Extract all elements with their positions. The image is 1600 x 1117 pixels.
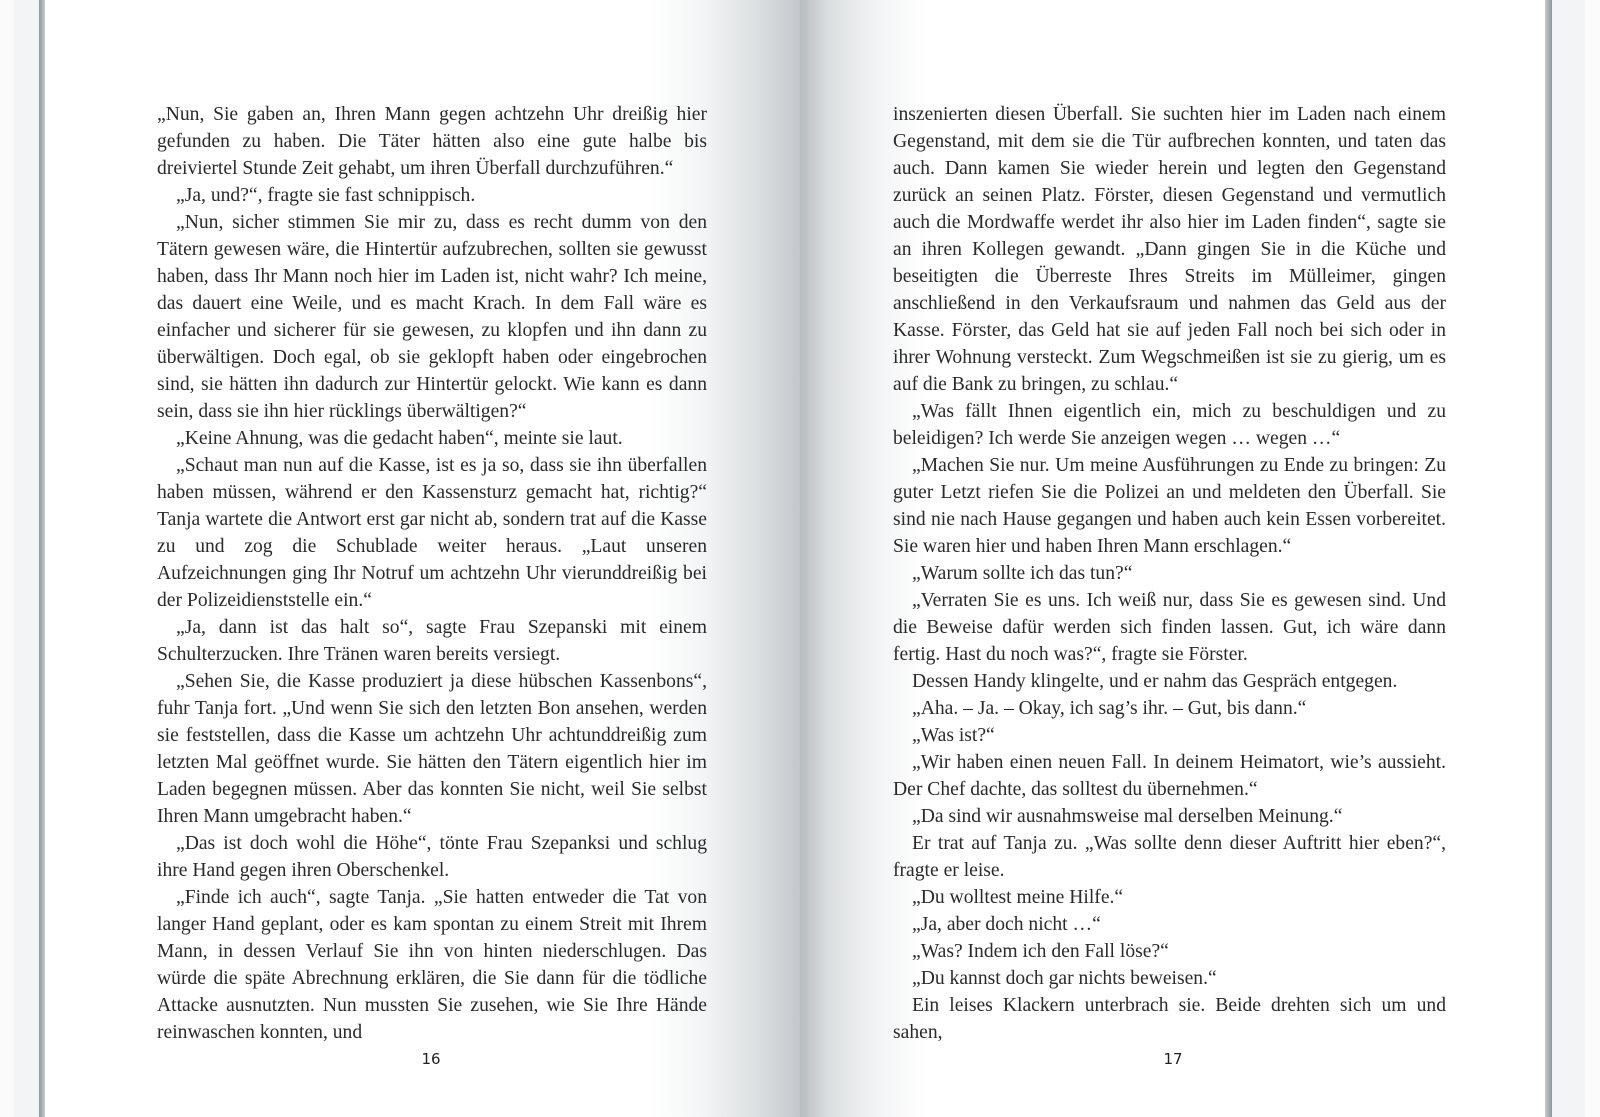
paragraph: „Da sind wir ausnahmsweise mal derselben Meinung.“ (912, 806, 1343, 827)
paragraph: „Was ist?“ (912, 725, 995, 746)
paragraph: „Aha. – Ja. – Okay, ich sag’s ihr. – Gut, bis dann.“ (912, 698, 1307, 719)
paragraph: „Finde ich auch“, sagte Tanja. „Sie hatten entweder die Tat von langer Hand geplant, oder es kam spontan zu einem Streit mit Ihrem Mann, in dessen Verlauf Sie ihn von hinten niederschlugen. Das würde die späte Abrechnung erklären, die Sie dann für die tödliche Attacke ausnutzten. Nun mussten Sie zusehen, wie Sie Ihre Hände reinwaschen konnten, und (157, 887, 707, 1043)
page-number: 17 (1163, 1050, 1183, 1068)
paragraph: „Das ist doch wohl die Höhe“, tönte Frau Szepanksi und schlug ihre Hand gegen ihren Oberschenkel. (157, 833, 707, 881)
paragraph: „Warum sollte ich das tun?“ (912, 563, 1133, 584)
paragraph: „Wir haben einen neuen Fall. In deinem Heimatort, wie’s aussieht. Der Chef dachte, das solltest du übernehmen.“ (893, 752, 1446, 800)
book-spine-edge-right (1545, 0, 1552, 1117)
page-number: 16 (421, 1050, 441, 1068)
paragraph: Ein leises Klackern unterbrach sie. Beide drehten sich um und sahen, (893, 995, 1446, 1043)
book-outer-edge-left (0, 0, 14, 1117)
paragraph: „Du kannst doch gar nichts beweisen.“ (912, 968, 1217, 989)
paragraph: „Was fällt Ihnen eigentlich ein, mich zu beschuldigen und zu beleidigen? Ich werde Sie anzeigen wegen … wegen …“ (893, 401, 1446, 449)
paragraph: „Verraten Sie es uns. Ich weiß nur, dass Sie es gewesen sind. Und die Beweise dafür werden sich finden lassen. Gut, ich wäre dann fertig. Hast du noch was?“, fragte sie Förster. (893, 590, 1446, 665)
paragraph: inszenierten diesen Überfall. Sie suchten hier im Laden nach einem Gegenstand, mit dem sie die Tür aufbrechen konnten, und taten das auch. Dann kamen Sie wieder herein und legten den Gegenstand zurück an seinen Platz. Förster, diesen Gegenstand und vermutlich auch die Mordwaffe werdet ihr also hier im Laden finden“, sagte sie an ihren Kollegen gewandt. „Dann gingen Sie in die Küche und beseitigten die Überreste Ihres Streits im Mülleimer, gingen anschließend in den Verkaufsraum und nahmen das Geld aus der Kasse. Förster, das Geld hat sie auf jeden Fall noch bei sich oder in ihrer Wohnung versteckt. Zum Wegschmeißen ist sie zu gierig, um es auf die Bank zu bringen, zu schlau.“ (893, 104, 1446, 395)
paragraph: „Keine Ahnung, was die gedacht haben“, meinte sie laut. (176, 428, 623, 449)
paragraph: Er trat auf Tanja zu. „Was sollte denn dieser Auftritt hier eben?“, fragte er leise. (893, 833, 1446, 881)
paragraph: „Nun, sicher stimmen Sie mir zu, dass es recht dumm von den Tätern gewesen wäre, die Hintertür aufzubrechen, sollten sie gewusst haben, dass Ihr Mann noch hier im Laden ist, nicht wahr? Ich meine, das dauert eine Weile, und es macht Krach. In dem Fall wäre es einfacher und sicherer für sie gewesen, zu klopfen und ihn dann zu überwältigen. Doch egal, ob sie geklopft haben oder eingebrochen sind, sie hätten ihn dadurch zur Hintertür gelockt. Wie kann es dann sein, dass sie ihn hier rücklings überwältigen?“ (157, 212, 707, 422)
right-page-text (893, 101, 1446, 1046)
paragraph: Dessen Handy klingelte, und er nahm das Gespräch entgegen. (912, 671, 1398, 692)
left-page-text (157, 101, 707, 1046)
left-page (45, 0, 800, 1117)
paragraph: „Was? Indem ich den Fall löse?“ (912, 941, 1169, 962)
paragraph: „Ja, aber doch nicht …“ (912, 914, 1101, 935)
paragraph: „Du wolltest meine Hilfe.“ (912, 887, 1124, 908)
paragraph: „Sehen Sie, die Kasse produziert ja diese hübschen Kassenbons“, fuhr Tanja fort. „Und wenn Sie sich den letzten Bon ansehen, werden sie feststellen, dass die Kasse um achtzehn Uhr achtunddreißig zum letzten Mal geöffnet wurde. Sie hätten den Tätern eigentlich hier im Laden begegnen müssen. Aber das konnten Sie nicht, weil Sie selbst Ihren Mann umgebracht haben.“ (157, 671, 707, 827)
paragraph: „Ja, und?“, fragte sie fast schnippisch. (176, 185, 476, 206)
paragraph: „Ja, dann ist das halt so“, sagte Frau Szepanski mit einem Schulterzucken. Ihre Tränen waren bereits versiegt. (157, 617, 707, 665)
right-page (800, 0, 1545, 1117)
paragraph: „Machen Sie nur. Um meine Ausführungen zu Ende zu bringen: Zu guter Letzt riefen Sie die Polizei an und meldeten den Überfall. Sie sind nie nach Hause gegangen und haben auch kein Essen vorbereitet. Sie waren hier und haben Ihren Mann erschlagen.“ (893, 455, 1446, 557)
paragraph: „Nun, Sie gaben an, Ihren Mann gegen achtzehn Uhr dreißig hier gefunden zu haben. Die Täter hätten also eine gute halbe bis dreiviertel Stunde Zeit gehabt, um ihren Überfall durchzuführen.“ (157, 104, 707, 179)
book-outer-edge-right (1585, 0, 1600, 1117)
paragraph: „Schaut man nun auf die Kasse, ist es ja so, dass sie ihn überfallen haben müssen, während er den Kassensturz gemacht hat, richtig?“ Tanja wartete die Antwort erst gar nicht ab, sondern trat auf die Kasse zu und zog die Schublade weiter heraus. „Laut unseren Aufzeichnungen ging Ihr Notruf um achtzehn Uhr vierunddreißig bei der Polizeidienststelle ein.“ (157, 455, 707, 611)
